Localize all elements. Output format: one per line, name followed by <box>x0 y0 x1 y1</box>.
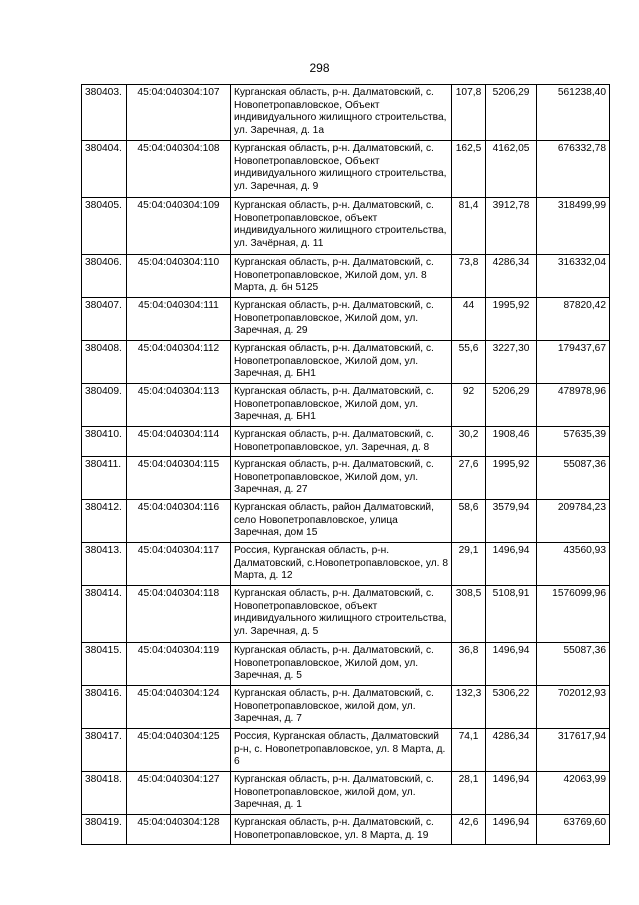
area-cell: 55,6 <box>452 341 486 384</box>
cadastral-number-cell: 45:04:040304:115 <box>127 457 231 500</box>
row-number-cell: 380410. <box>82 427 127 457</box>
address-cell: Курганская область, р-н. Далматовский, с. Новопетропавловское, Жилой дом, ул. Заречная, д. БН1 <box>231 384 452 427</box>
address-cell: Курганская область, р-н. Далматовский, с. Новопетропавловское, жилой дом, ул. Заречная, д. 7 <box>231 686 452 729</box>
row-number-cell: 380405. <box>82 198 127 255</box>
row-number-cell: 380408. <box>82 341 127 384</box>
specific-value-cell: 3579,94 <box>486 500 537 543</box>
row-number-cell: 380412. <box>82 500 127 543</box>
table-row <box>82 198 610 255</box>
table-row <box>82 586 610 643</box>
area-cell: 73,8 <box>452 255 486 298</box>
address-cell: Россия, Курганская область, р-н. Далматовский, с.Новопетропавловское, ул. 8 Марта, д. 12 <box>231 543 452 586</box>
table-row <box>82 341 610 384</box>
table-row <box>82 643 610 686</box>
row-number-cell: 380407. <box>82 298 127 341</box>
cadastral-value-cell: 318499,99 <box>537 198 610 255</box>
cadastral-number-cell: 45:04:040304:108 <box>127 141 231 198</box>
cadastral-number-cell: 45:04:040304:125 <box>127 729 231 772</box>
specific-value-cell: 5108,91 <box>486 586 537 643</box>
cadastral-value-cell: 43560,93 <box>537 543 610 586</box>
area-cell: 29,1 <box>452 543 486 586</box>
specific-value-cell: 1995,92 <box>486 298 537 341</box>
area-cell: 27,6 <box>452 457 486 500</box>
area-cell: 107,8 <box>452 85 486 141</box>
row-number-cell: 380414. <box>82 586 127 643</box>
specific-value-cell: 1995,92 <box>486 457 537 500</box>
table-row <box>82 255 610 298</box>
address-cell: Курганская область, р-н. Далматовский, с. Новопетропавловское, Жилой дом, ул. Заречная, д. 5 <box>231 643 452 686</box>
area-cell: 162,5 <box>452 141 486 198</box>
row-number-cell: 380418. <box>82 772 127 815</box>
cadastral-value-cell: 561238,40 <box>537 85 610 141</box>
cadastral-value-cell: 702012,93 <box>537 686 610 729</box>
cadastral-value-cell: 317617,94 <box>537 729 610 772</box>
specific-value-cell: 4286,34 <box>486 729 537 772</box>
specific-value-cell: 4286,34 <box>486 255 537 298</box>
cadastral-value-table <box>81 84 610 845</box>
address-cell: Курганская область, р-н. Далматовский, с. Новопетропавловское, ул. 8 Марта, д. 19 <box>231 815 452 845</box>
specific-value-cell: 3912,78 <box>486 198 537 255</box>
cadastral-value-cell: 209784,23 <box>537 500 610 543</box>
area-cell: 81,4 <box>452 198 486 255</box>
cadastral-number-cell: 45:04:040304:118 <box>127 586 231 643</box>
area-cell: 132,3 <box>452 686 486 729</box>
cadastral-number-cell: 45:04:040304:128 <box>127 815 231 845</box>
cadastral-number-cell: 45:04:040304:116 <box>127 500 231 543</box>
specific-value-cell: 5306,22 <box>486 686 537 729</box>
row-number-cell: 380403. <box>82 85 127 141</box>
row-number-cell: 380416. <box>82 686 127 729</box>
table-row <box>82 815 610 845</box>
address-cell: Россия, Курганская область, Далматовский р-н, с. Новопетропавловское, ул. 8 Марта, д. 6 <box>231 729 452 772</box>
address-cell: Курганская область, р-н. Далматовский, с. Новопетропавловское, ул. Заречная, д. 8 <box>231 427 452 457</box>
specific-value-cell: 1496,94 <box>486 543 537 586</box>
row-number-cell: 380409. <box>82 384 127 427</box>
cadastral-number-cell: 45:04:040304:107 <box>127 85 231 141</box>
table-row <box>82 298 610 341</box>
address-cell: Курганская область, район Далматовский, село Новопетропавловское, улица Заречная, дом 15 <box>231 500 452 543</box>
area-cell: 74,1 <box>452 729 486 772</box>
address-cell: Курганская область, р-н. Далматовский, с. Новопетропавловское, Жилой дом, ул. Заречная, д. 29 <box>231 298 452 341</box>
row-number-cell: 380404. <box>82 141 127 198</box>
cadastral-value-cell: 676332,78 <box>537 141 610 198</box>
row-number-cell: 380417. <box>82 729 127 772</box>
cadastral-number-cell: 45:04:040304:119 <box>127 643 231 686</box>
cadastral-value-cell: 42063,99 <box>537 772 610 815</box>
cadastral-number-cell: 45:04:040304:111 <box>127 298 231 341</box>
specific-value-cell: 1908,46 <box>486 427 537 457</box>
address-cell: Курганская область, р-н. Далматовский, с. Новопетропавловское, Объект индивидуального жилищного строительства, ул. Заречная, д. 9 <box>231 141 452 198</box>
area-cell: 30,2 <box>452 427 486 457</box>
area-cell: 44 <box>452 298 486 341</box>
table-row <box>82 384 610 427</box>
table-row <box>82 500 610 543</box>
area-cell: 308,5 <box>452 586 486 643</box>
cadastral-value-cell: 179437,67 <box>537 341 610 384</box>
specific-value-cell: 1496,94 <box>486 772 537 815</box>
area-cell: 36,8 <box>452 643 486 686</box>
cadastral-value-cell: 478978,96 <box>537 384 610 427</box>
cadastral-number-cell: 45:04:040304:112 <box>127 341 231 384</box>
specific-value-cell: 5206,29 <box>486 384 537 427</box>
area-cell: 58,6 <box>452 500 486 543</box>
page-number: 298 <box>309 61 330 75</box>
cadastral-number-cell: 45:04:040304:114 <box>127 427 231 457</box>
address-cell: Курганская область, р-н. Далматовский, с. Новопетропавловское, Жилой дом, ул. Заречная, д. БН1 <box>231 341 452 384</box>
specific-value-cell: 3227,30 <box>486 341 537 384</box>
area-cell: 42,6 <box>452 815 486 845</box>
table-row <box>82 686 610 729</box>
row-number-cell: 380415. <box>82 643 127 686</box>
specific-value-cell: 5206,29 <box>486 85 537 141</box>
table-row <box>82 427 610 457</box>
area-cell: 28,1 <box>452 772 486 815</box>
table-body <box>82 85 610 845</box>
row-number-cell: 380406. <box>82 255 127 298</box>
row-number-cell: 380413. <box>82 543 127 586</box>
address-cell: Курганская область, р-н. Далматовский, с. Новопетропавловское, Жилой дом, ул. Заречная, д. 27 <box>231 457 452 500</box>
cadastral-value-cell: 55087,36 <box>537 457 610 500</box>
area-cell: 92 <box>452 384 486 427</box>
specific-value-cell: 4162,05 <box>486 141 537 198</box>
specific-value-cell: 1496,94 <box>486 643 537 686</box>
address-cell: Курганская область, р-н. Далматовский, с. Новопетропавловское, объект индивидуального жилищного строительства, ул. Заречная, д. 5 <box>231 586 452 643</box>
table-row <box>82 729 610 772</box>
cadastral-number-cell: 45:04:040304:127 <box>127 772 231 815</box>
cadastral-number-cell: 45:04:040304:110 <box>127 255 231 298</box>
specific-value-cell: 1496,94 <box>486 815 537 845</box>
table-row <box>82 543 610 586</box>
cadastral-value-cell: 55087,36 <box>537 643 610 686</box>
table-row <box>82 457 610 500</box>
table-row <box>82 772 610 815</box>
row-number-cell: 380419. <box>82 815 127 845</box>
cadastral-number-cell: 45:04:040304:113 <box>127 384 231 427</box>
cadastral-value-cell: 57635,39 <box>537 427 610 457</box>
address-cell: Курганская область, р-н. Далматовский, с. Новопетропавловское, жилой дом, ул. Заречная, д. 1 <box>231 772 452 815</box>
cadastral-value-cell: 87820,42 <box>537 298 610 341</box>
cadastral-number-cell: 45:04:040304:124 <box>127 686 231 729</box>
table-row <box>82 141 610 198</box>
row-number-cell: 380411. <box>82 457 127 500</box>
cadastral-number-cell: 45:04:040304:117 <box>127 543 231 586</box>
address-cell: Курганская область, р-н. Далматовский, с. Новопетропавловское, объект индивидуального жилищного строительства, ул. Зачёрная, д. 11 <box>231 198 452 255</box>
address-cell: Курганская область, р-н. Далматовский, с. Новопетропавловское, Объект индивидуального жилищного строительства, ул. Заречная, д. 1а <box>231 85 452 141</box>
cadastral-value-cell: 316332,04 <box>537 255 610 298</box>
cadastral-value-cell: 1576099,96 <box>537 586 610 643</box>
cadastral-value-cell: 63769,60 <box>537 815 610 845</box>
address-cell: Курганская область, р-н. Далматовский, с. Новопетропавловское, Жилой дом, ул. 8 Марта, д. бн 5125 <box>231 255 452 298</box>
table-row <box>82 85 610 141</box>
cadastral-number-cell: 45:04:040304:109 <box>127 198 231 255</box>
